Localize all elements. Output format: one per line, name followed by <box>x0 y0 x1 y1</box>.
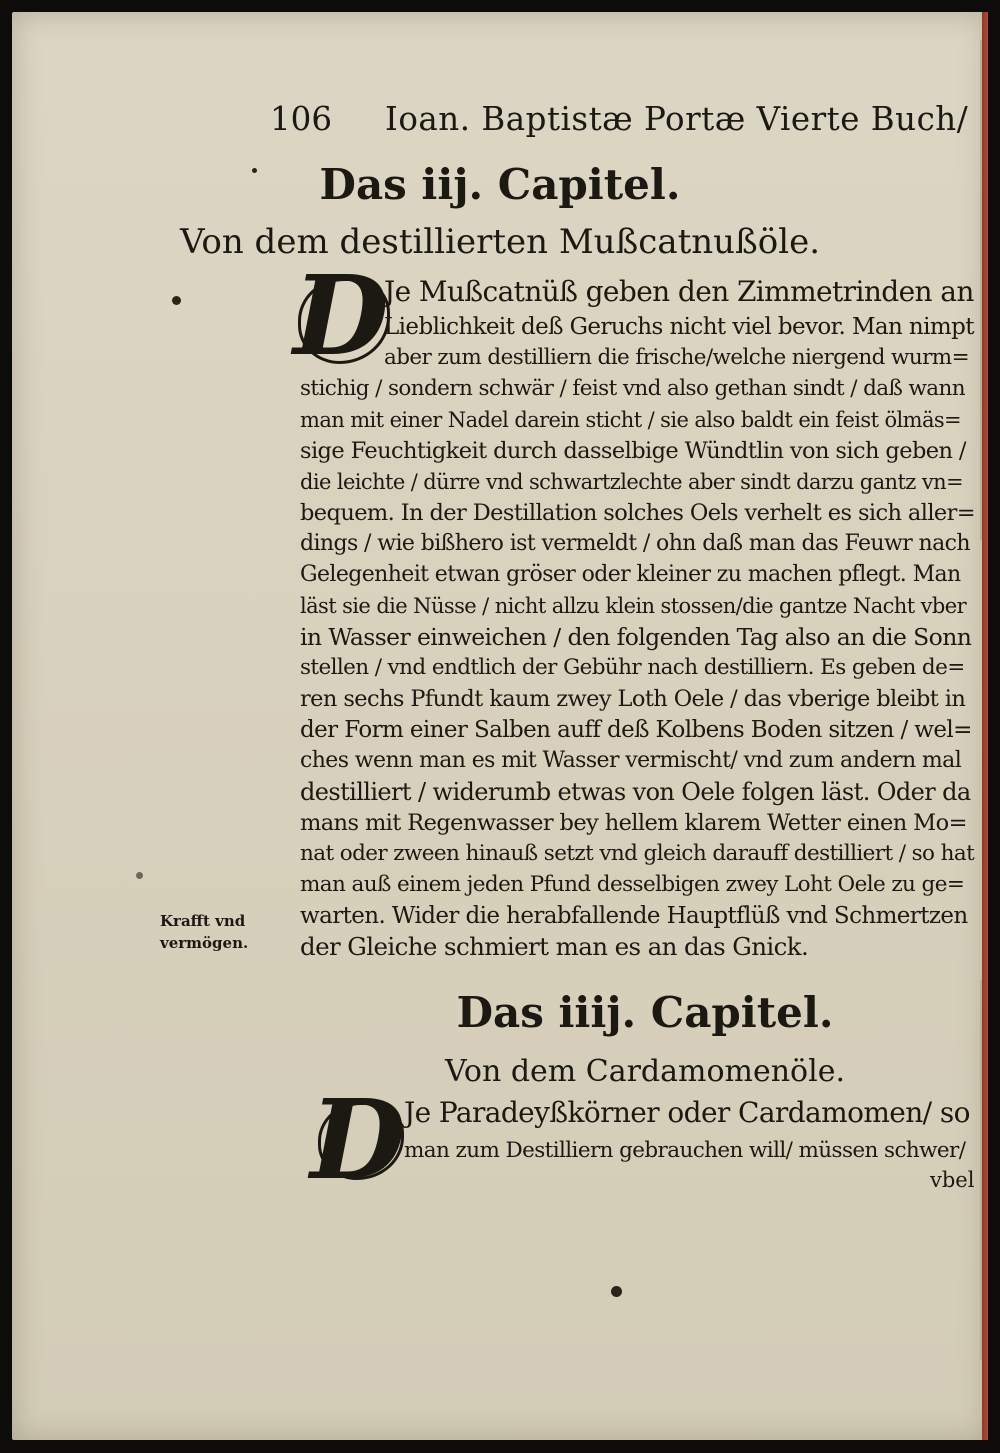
text-line: warten. Wider die herabfallende Hauptflüß vnd Schmertzen <box>300 903 968 929</box>
text-line: in Wasser einweichen / den folgenden Tag also an die Sonn <box>300 623 972 651</box>
text-line: die leichte / dürre vnd schwartzlechte aber sindt darzu gantz vn= <box>300 470 964 494</box>
text-line: läst sie die Nüsse / nicht allzu klein stossen/die gantze Nacht vber <box>300 594 967 618</box>
text-line: ches wenn man es mit Wasser vermischt/ vnd zum andern mal <box>300 748 962 773</box>
chapter-title: Das iiij. Capitel. <box>456 988 834 1037</box>
text-line: man zum Destilliern gebrauchen will/ müssen schwer/ <box>404 1138 966 1163</box>
text-line: destilliert / widerumb etwas von Oele folgen läst. Oder da <box>300 778 971 806</box>
page-header <box>270 100 969 150</box>
text-line: Je Mußcatnüß geben den Zimmetrinden an <box>384 275 974 308</box>
text-line: dings / wie bißhero ist vermeldt / ohn daß man das Feuwr nach <box>300 531 970 556</box>
chapter-title: Das iij. Capitel. <box>319 160 681 209</box>
text-line: der Form einer Salben auff deß Kolbens Boden sitzen / wel= <box>300 717 972 743</box>
ink-speck <box>172 296 181 305</box>
chapter-subtitle: Von dem Cardamomenöle. <box>444 1054 846 1089</box>
marginal-note <box>160 910 300 954</box>
text-line: aber zum destilliern die frische/welche niergend wurm= <box>384 345 969 370</box>
ink-speck <box>136 872 143 879</box>
text-line: bequem. In der Destillation solches Oels verhelt es sich aller= <box>300 500 976 526</box>
catchword: vbel <box>930 1168 975 1192</box>
running-title: Ioan. Baptistæ Portæ Vierte Buch/ <box>385 100 969 138</box>
page-number: 106 <box>270 100 333 138</box>
text-line: stellen / vnd endtlich der Gebühr nach destilliern. Es geben de= <box>300 655 965 680</box>
text-line: sige Feuchtigkeit durch dasselbige Wündtlin von sich geben / <box>300 438 966 464</box>
fold-mark <box>980 980 982 1360</box>
marginal-note-line: Krafft vnd <box>160 912 246 930</box>
chapter-subtitle: Von dem destillierten Mußcatnußöle. <box>179 222 821 262</box>
drop-cap: D <box>310 1075 406 1204</box>
text-line: Gelegenheit etwan gröser oder kleiner zu machen pflegt. Man <box>300 562 961 587</box>
text-line: ren sechs Pfundt kaum zwey Loth Oele / das vberige bleibt in <box>300 686 966 712</box>
text-line: mans mit Regenwasser bey hellem klarem Wetter einen Mo= <box>300 810 967 836</box>
ink-speck <box>611 1286 622 1297</box>
text-line: nat oder zween hinauß setzt vnd gleich darauff destilliert / so hat <box>300 841 975 866</box>
text-line: stichig / sondern schwär / feist vnd also gethan sindt / daß wann <box>300 376 965 401</box>
text-line: der Gleiche schmiert man es an das Gnick. <box>300 932 809 961</box>
drop-cap: D <box>293 251 389 380</box>
text-line: Je Paradeyßkörner oder Cardamomen/ so <box>404 1096 970 1129</box>
text-line: man mit einer Nadel darein sticht / sie also baldt ein feist ölmäs= <box>300 408 962 432</box>
text-line: man auß einem jeden Pfund desselbigen zwey Loht Oele zu ge= <box>300 872 965 897</box>
fold-mark <box>980 40 982 540</box>
marginal-note-line: vermögen. <box>160 934 249 952</box>
text-line: Lieblichkeit deß Geruchs nicht viel bevor. Man nimpt <box>384 314 974 340</box>
